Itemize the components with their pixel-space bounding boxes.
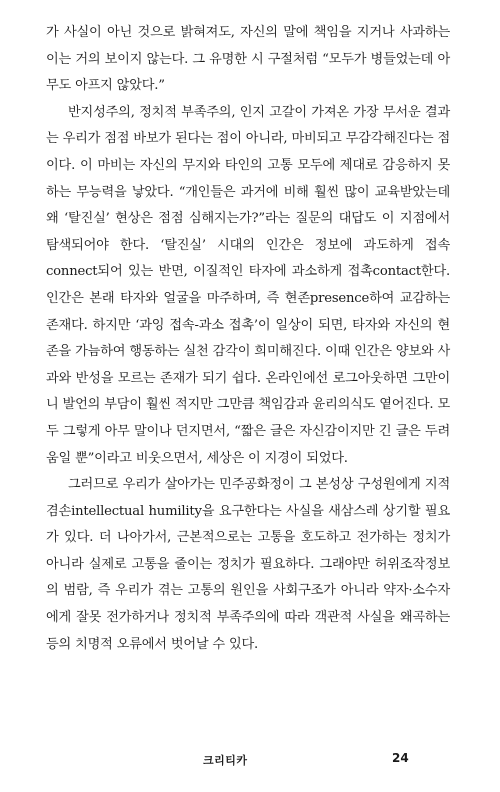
page-footer xyxy=(0,752,500,772)
paragraph: 그러므로 우리가 살아가는 민주공화정이 그 본성상 구성원에게 지적 겸손intellectual humility을 요구한다는 사실을 새삼스레 상기할 필요가 있다. 더 나아가서, 근본적으로는 고통을 호도하고 전가하는 정치가 아니라 실제로 고통을 줄이는 정치가 필요하다. 그래야만 허위조작정보의 범람, 즉 우리가 겪는 고통의 원인을 사회구조가 아니라 약자·소수자에게 잘못 전가하거나 정치적 부족주의에 따라 객관적 사실을 왜곡하는 등의 치명적 오류에서 벗어날 수 있다. xyxy=(46,477,450,652)
paragraph-continued: 가 사실이 아닌 것으로 밝혀져도, 자신의 말에 책임을 지거나 사과하는 이는 거의 보이지 않는다. 그 유명한 시 구절처럼 “모두가 병들었는데 아무도 아프지 않았다.” xyxy=(46,25,450,94)
paragraph: 반지성주의, 정치적 부족주의, 인지 고갈이 가져온 가장 무서운 결과는 우리가 점점 바보가 된다는 점이 아니라, 마비되고 무감각해진다는 점이다. 이 마비는 자신의 무지와 타인의 고통 모두에 제대로 감응하지 못하는 무능력을 낳았다. “개인들은 과거에 비해 훨씬 많이 교육받았는데 왜 ‘탈진실’ 현상은 점점 심해지는가?”라는 질문의 대답도 이 지점에서 탐색되어야 한다. ‘탈진실’ 시대의 인간은 정보에 과도하게 접속connect되어 있는 반면, 이질적인 타자에 과소하게 접촉contact한다. 인간은 본래 타자와 얼굴을 마주하며, 즉 현존presence하여 교감하는 존재다. 하지만 ‘과잉 접속-과소 접촉’이 일상이 되면, 타자와 자신의 현존을 가늠하여 행동하는 실천 감각이 희미해진다. 이때 인간은 양보와 사과와 반성을 모르는 존재가 되기 쉽다. 온라인에선 로그아웃하면 그만이니 발언의 부담이 훨씬 적지만 그만큼 책임감과 윤리의식도 옅어진다. 모두 그렇게 아무 말이나 던지면서, “짧은 글은 자신감이지만 긴 글은 두려움일 뿐”이라고 비웃으면서, 세상은 이 지경이 되었다. xyxy=(46,104,450,466)
page-number: 24 xyxy=(392,751,409,765)
body-text xyxy=(46,20,450,658)
running-head: 크리티카 xyxy=(203,754,248,767)
